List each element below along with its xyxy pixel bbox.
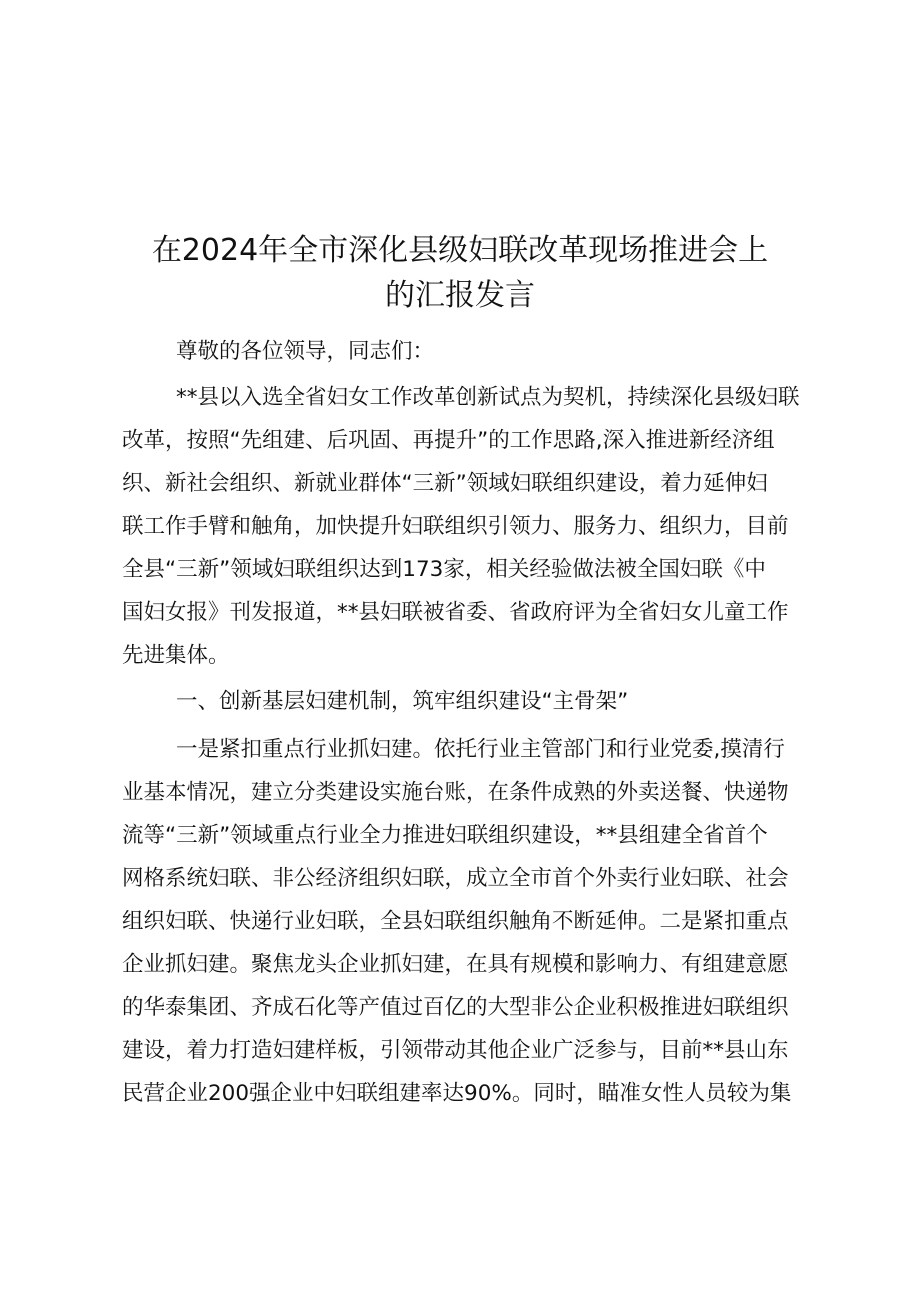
salutation: 尊敬的各位领导，同志们： — [176, 339, 435, 364]
paragraph-2-line-1: 一是紧扣重点行业抓妇建。依托行业主管部门和行业党委,摸清行 — [176, 737, 785, 762]
paragraph-2-line-5: 组织妇联、快递行业妇联，全县妇联组织触角不断延伸。二是紧扣重点 — [122, 909, 789, 934]
paragraph-1-line-3: 织、新社会组织、新就业群体“三新”领域妇联组织建设，着力延伸妇 — [122, 471, 768, 496]
section-heading-1: 一、创新基层妇建机制，筑牢组织建设“主骨架” — [176, 689, 629, 714]
paragraph-2-line-3: 流等“三新”领域重点行业全力推进妇联组织建设，**县组建全省首个 — [122, 823, 768, 848]
paragraph-1-line-4: 联工作手臂和触角，加快提升妇联组织引领力、服务力、组织力，目前 — [122, 514, 789, 539]
paragraph-2-line-6: 企业抓妇建。聚焦龙头企业抓妇建，在具有规模和影响力、有组建意愿 — [122, 952, 789, 977]
paragraph-2-line-4: 网格系统妇联、非公经济组织妇联，成立全市首个外卖行业妇联、社会 — [122, 866, 789, 891]
paragraph-1-line-6: 国妇女报》刊发报道，**县妇联被省委、省政府评为全省妇女儿童工作 — [122, 600, 789, 625]
paragraph-1-line-7: 先进集体。 — [122, 643, 230, 668]
paragraph-1-line-5: 全县“三新”领域妇联组织达到173家，相关经验做法被全国妇联《中 — [122, 557, 766, 582]
paragraph-2-line-2: 业基本情况，建立分类建设实施台账，在条件成熟的外卖送餐、快递物 — [122, 780, 789, 805]
document-title-line-1: 在2024年全市深化县级妇联改革现场推进会上 — [151, 233, 769, 268]
paragraph-2-line-7: 的华泰集团、齐成石化等产值过百亿的大型非公企业积极推进妇联组织 — [122, 995, 789, 1020]
paragraph-2-line-8: 建设，着力打造妇建样板，引领带动其他企业广泛参与，目前**县山东 — [122, 1038, 789, 1063]
paragraph-1-line-2: 改革，按照“先组建、后巩固、再提升”的工作思路,深入推进新经济组 — [122, 428, 775, 453]
paragraph-1-line-1: **县以入选全省妇女工作改革创新试点为契机，持续深化县级妇联 — [176, 385, 800, 410]
paragraph-2-line-9: 民营企业200强企业中妇联组建率达90%。同时，瞄准女性人员较为集 — [122, 1081, 792, 1106]
document-title-line-2: 的汇报发言 — [385, 278, 535, 313]
